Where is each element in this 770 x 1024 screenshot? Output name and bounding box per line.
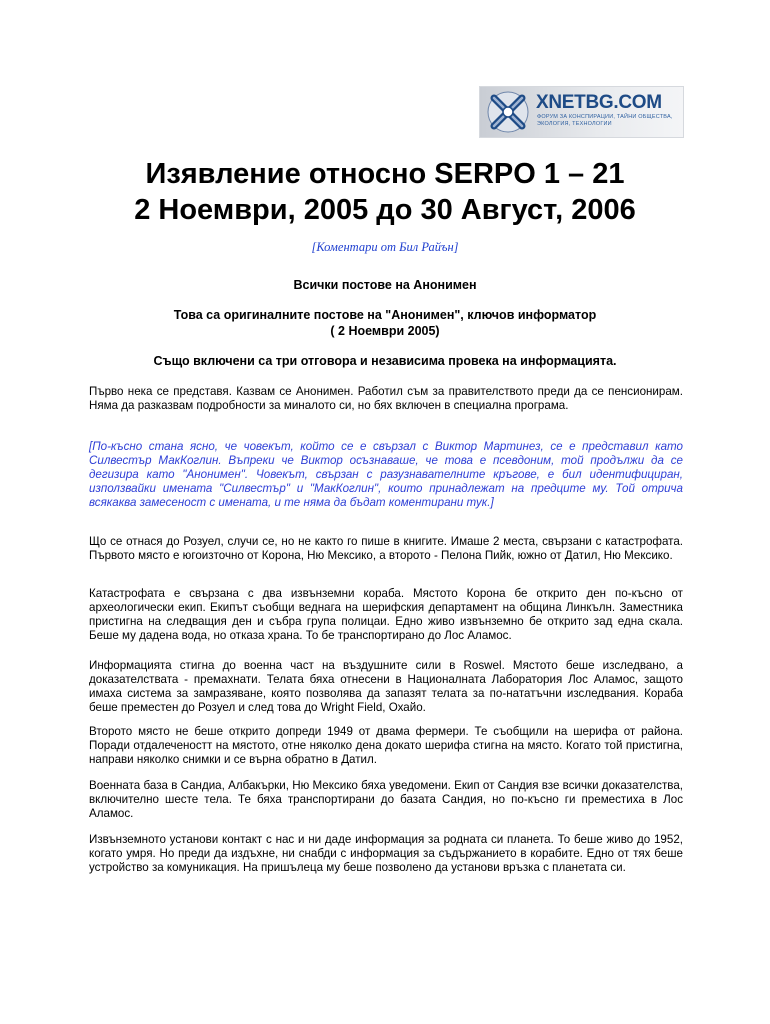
paragraph-information: Информацията стигна до военна част на въздушните сили в Roswel. Мястото беше изследвано, а доказателствата - премахнати. Телата бяха отнесени в Националната Лаборатория Лос Аламос, защото имаха система за замразяване, която позволява да запазят телата за по-нататъчни изследвания. Кораба беше преместен до Розуел и след това до Wright Field, Охайо. (89, 659, 683, 715)
logo-tagline: ФОРУМ ЗА КОНСПИРАЦИИ, ТАЙНИ ОБЩЕСТВА, ЭКОЛОГИЯ, ТЕХНОЛОГИИ (537, 114, 673, 127)
heading-all-posts: Всички постове на Анонимен (293, 278, 477, 292)
comments-note: [Коментари от Бил Райън] (311, 240, 459, 254)
paragraph-editor-comment: [По-късно стана ясно, че човекът, който се е свързал с Виктор Мартинез, се е представил като Силвестър МакКоглин. Въпреки че Виктор осъзнаваше, че това е псевдоним, той продължи да се дегизира като "Анонимен". Човекът, свързан с разузнавателните кръгове, е бил идентифициран, използвайки имената "Силвестър" и "МакКоглин", които принадлежат на предците му. Той отрича всякаква замесеност с имената, и те няма да бъдат коментирани тук.] (89, 440, 683, 510)
paragraph-roswell: Що се отнася до Розуел, случи се, но не както го пише в книгите. Имаше 2 места, свързани с катастрофата. Първото място е югоизточно от Корона, Ню Мексико, а второто - Пелона Пийк, южно от Датил, Ню Мексико. (89, 535, 683, 563)
page-title-line-1: Изявление относно SERPO 1 – 21 (145, 158, 625, 190)
x-emblem-icon (486, 90, 530, 134)
paragraph-crash: Катастрофата е свързана с два извънземни кораба. Мястото Корона бе открито ден по-късно от археологически екип. Екипът съобщи веднага на шерифския департамент на община Линкълн. Заместника пристигна на следващия ден и събра група полицаи. Едно живо извънземно бе открито зад една скала. Беше му дадена вода, но отказа храна. То бе транспортирано до Лос Аламос. (89, 587, 683, 643)
paragraph-second-site: Второто място не беше открито допреди 1949 от двама фермери. Те съобщили на шерифа от района. Поради отдалеченостт на мястото, отне няколко дена докато шерифа стигна на място. Когато той пристигна, направи няколко снимки и се върна обратно в Датил. (89, 725, 683, 767)
site-logo (479, 86, 684, 138)
paragraph-introduction: Първо нека се представя. Казвам се Анонимен. Работил съм за правителството преди да се пенсионирам. Няма да разказвам подробности за миналото си, но бях включен в специална програма. (89, 385, 683, 413)
paragraph-contact: Извънземното установи контакт с нас и ни даде информация за родната си планета. То беше живо до 1952, когато умря. Но преди да издъхне, ни снабди с информация за съдържанието в корабите. Едно от тях беше устройство за комуникация. На пришълеца му беше позволено да установи връзка с планетата си. (89, 833, 683, 875)
heading-also-included: Също включени са три отговора и независима провека на информацията. (153, 354, 617, 368)
heading-original-posts: Това са оригиналните постове на "Анонимен", ключов информатор (173, 308, 597, 322)
paragraph-military-base: Военната база в Сандиа, Албакърки, Ню Мексико бяха уведомени. Екип от Сандия взе всички доказателства, включително шесте тела. Те бяха транспортирани до базата Сандия, но по-късно ги преместиха в Лос Аламос. (89, 779, 683, 821)
page-title-line-2: 2 Ноември, 2005 до 30 Август, 2006 (134, 194, 636, 226)
logo-brand-text: XNETBG.COM (536, 92, 662, 113)
heading-original-date: ( 2 Ноември 2005) (330, 324, 440, 338)
